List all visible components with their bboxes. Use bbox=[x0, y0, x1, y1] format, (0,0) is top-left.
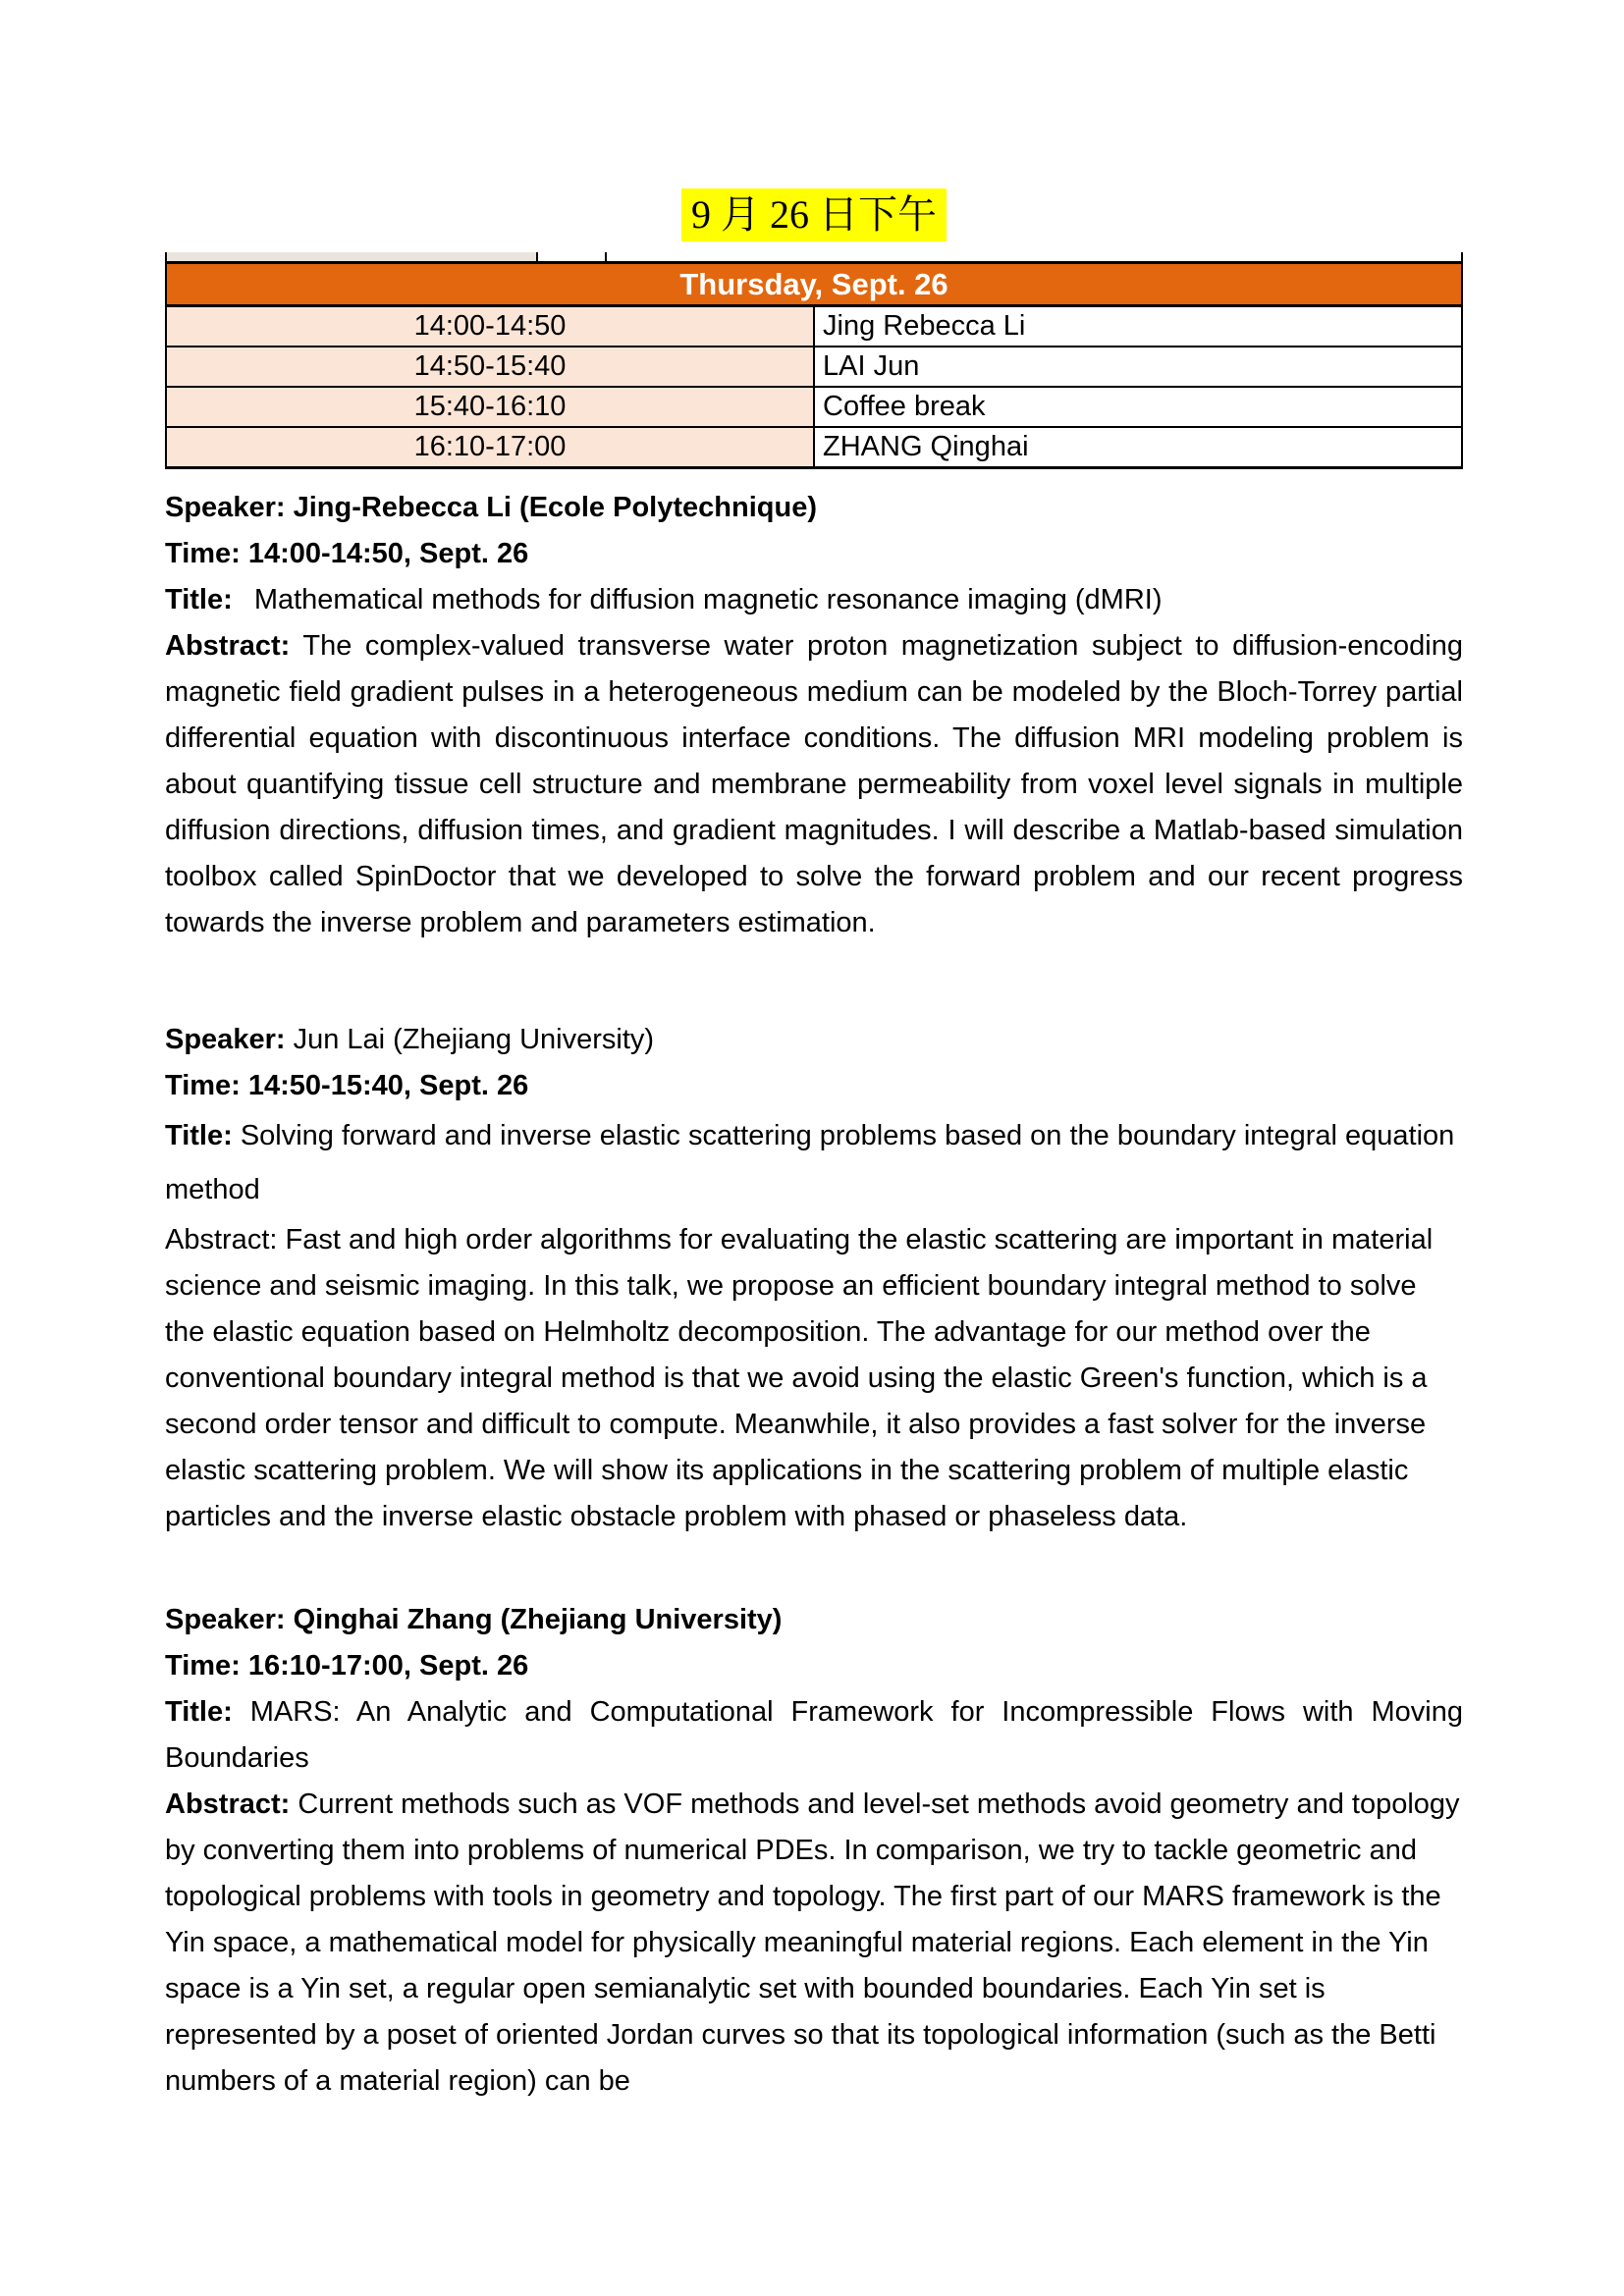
abstract-label: Abstract: bbox=[165, 1789, 291, 1820]
title-line bbox=[165, 577, 1463, 623]
event-cell: Coffee break bbox=[814, 387, 1462, 427]
table-row bbox=[166, 347, 1462, 387]
time-line bbox=[165, 1063, 1463, 1109]
title-text: Mathematical methods for diffusion magnetic resonance imaging (dMRI) bbox=[253, 584, 1163, 615]
abstract-paragraph bbox=[165, 1782, 1463, 2105]
table-header-row bbox=[166, 263, 1462, 306]
speaker-line bbox=[165, 485, 1463, 531]
time-label: Time: bbox=[165, 538, 241, 569]
time-value: 14:50-15:40, Sept. 26 bbox=[247, 1070, 529, 1101]
title-label: Title: bbox=[165, 1120, 233, 1151]
time-value: 16:10-17:00, Sept. 26 bbox=[247, 1650, 529, 1682]
cutoff-cell-left bbox=[167, 252, 538, 261]
abstract-text: The complex-valued transverse water proton magnetization subject to diffusion-encoding magnetic field gradient pulses in a heterogeneous medium can be modeled by the Bloch-Torrey partial differential equation with discontinuous interface conditions. The diffusion MRI modeling problem is about quantifying tissue cell structure and membrane permeability from voxel level signals in multiple diffusion directions, diffusion times, and gradient magnitudes. I will describe a Matlab-based simulation toolbox called SpinDoctor that we developed to solve the forward problem and our recent progress towards the inverse problem and parameters estimation. bbox=[165, 630, 1463, 938]
event-cell: ZHANG Qinghai bbox=[814, 427, 1462, 468]
speaker-label: Speaker: bbox=[165, 492, 286, 523]
speaker-label: Speaker: bbox=[165, 1604, 286, 1635]
event-cell: Jing Rebecca Li bbox=[814, 306, 1462, 347]
time-line bbox=[165, 1643, 1463, 1689]
talk-sections bbox=[165, 485, 1463, 2105]
title-line bbox=[165, 1109, 1463, 1217]
time-line bbox=[165, 531, 1463, 577]
schedule-table bbox=[165, 261, 1463, 469]
time-cell: 14:00-14:50 bbox=[166, 306, 814, 347]
event-cell: LAI Jun bbox=[814, 347, 1462, 387]
table-row bbox=[166, 387, 1462, 427]
table-row bbox=[166, 306, 1462, 347]
table-cutoff-row bbox=[165, 252, 1463, 261]
page-title: 9 月 26 日下午 bbox=[681, 188, 947, 241]
speaker-name: Jun Lai (Zhejiang University) bbox=[293, 1024, 655, 1055]
time-label: Time: bbox=[165, 1650, 241, 1682]
abstract-paragraph bbox=[165, 1217, 1463, 1540]
speaker-line bbox=[165, 1597, 1463, 1643]
page-title-row bbox=[165, 188, 1463, 241]
abstract-text: Fast and high order algorithms for evaluating the elastic scattering are important in material science and seismic imaging. In this talk, we propose an efficient boundary integral method to solve the elastic equation based on Helmholtz decomposition. The advantage for our method over the conventional boundary integral method is that we avoid using the elastic Green's function, which is a second order tensor and difficult to compute. Meanwhile, it also provides a fast solver for the inverse elastic scattering problem. We will show its applications in the scattering problem of multiple elastic particles and the inverse elastic obstacle problem with phased or phaseless data. bbox=[165, 1224, 1434, 1532]
abstract-paragraph bbox=[165, 623, 1463, 946]
speaker-label: Speaker: bbox=[165, 1024, 286, 1055]
time-label: Time: bbox=[165, 1070, 241, 1101]
abstract-text: Current methods such as VOF methods and level-set methods avoid geometry and topology by converting them into problems of numerical PDEs. In comparison, we try to tackle geometric and topological problems with tools in geometry and topology. The first part of our MARS framework is the Yin space, a mathematical model for physically meaningful material regions. Each element in the Yin space is a Yin set, a regular open semianalytic set with bounded boundaries. Each Yin set is represented by a poset of oriented Jordan curves so that its topological information (such as the Betti numbers of a material region) can be bbox=[165, 1789, 1460, 2097]
talk-section-3 bbox=[165, 1597, 1463, 2105]
cutoff-cell-rest bbox=[607, 252, 1461, 261]
time-cell: 15:40-16:10 bbox=[166, 387, 814, 427]
title-label: Title: bbox=[165, 584, 233, 615]
title-text: Solving forward and inverse elastic scattering problems based on the boundary integral equation method bbox=[165, 1120, 1455, 1205]
abstract-label: Abstract: bbox=[165, 630, 291, 662]
talk-section-2 bbox=[165, 1017, 1463, 1540]
time-cell: 16:10-17:00 bbox=[166, 427, 814, 468]
talk-section-1 bbox=[165, 485, 1463, 946]
schedule-table-block bbox=[165, 252, 1463, 469]
cutoff-cell-mid bbox=[538, 252, 607, 261]
time-value: 14:00-14:50, Sept. 26 bbox=[247, 538, 529, 569]
speaker-name: Qinghai Zhang (Zhejiang University) bbox=[293, 1604, 783, 1635]
speaker-line bbox=[165, 1017, 1463, 1063]
time-cell: 14:50-15:40 bbox=[166, 347, 814, 387]
title-text: MARS: An Analytic and Computational Framework for Incompressible Flows with Moving Boundaries bbox=[165, 1696, 1463, 1774]
document-page bbox=[165, 0, 1463, 2105]
day-header: Thursday, Sept. 26 bbox=[166, 263, 1462, 306]
abstract-label: Abstract: bbox=[165, 1224, 278, 1255]
title-label: Title: bbox=[165, 1696, 233, 1728]
table-row bbox=[166, 427, 1462, 468]
speaker-name: Jing-Rebecca Li (Ecole Polytechnique) bbox=[293, 492, 817, 523]
title-line bbox=[165, 1689, 1463, 1782]
